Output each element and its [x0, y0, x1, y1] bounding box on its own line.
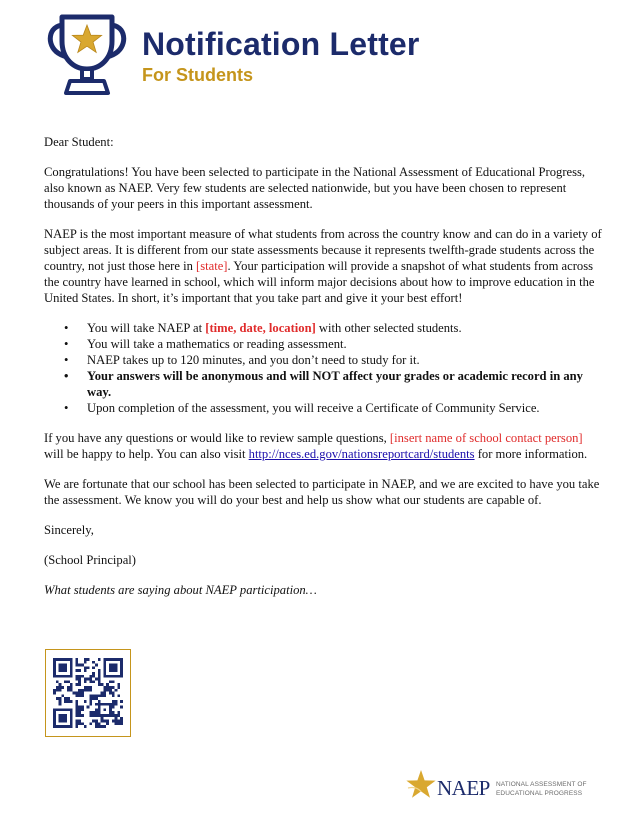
letter-body	[44, 134, 602, 612]
state-placeholder: [state]	[196, 259, 228, 273]
naep-wordmark: NAEP	[437, 776, 490, 800]
text-segment: for more information.	[474, 447, 588, 461]
text-segment: will be happy to help. You can also visit	[44, 447, 249, 461]
students-site-link[interactable]: http://nces.ed.gov/nationsreportcard/students	[248, 447, 475, 461]
quote-caption: What students are saying about NAEP participation…	[44, 583, 317, 597]
paragraph-closing: We are fortunate that our school has been selected to participate in NAEP, and we are excited to have you take the assessment. We know you will do your best and help us show what our students are capable of.	[44, 477, 600, 507]
list-item	[44, 400, 602, 416]
bullet-icon: •	[64, 353, 69, 367]
qr-code[interactable]	[45, 649, 131, 737]
bullet-icon: •	[64, 321, 69, 335]
list-item-text: You will take a mathematics or reading assessment.	[87, 337, 347, 351]
text-segment: with other selected students.	[315, 321, 462, 335]
page-subtitle: For Students	[142, 65, 253, 85]
star-logo-icon	[404, 768, 438, 802]
paragraph-congratulations: Congratulations! You have been selected to participate in the National Assessment of Educational Progress, also known as NAEP. Very few students are selected nationwide, but you have been chosen to represent thousands of your peers in this important assessment.	[44, 165, 586, 211]
signature: (School Principal)	[44, 553, 136, 567]
trophy-icon	[44, 11, 130, 99]
letter-header	[0, 0, 632, 110]
text-segment: NAEP is the most important measure of what students from across the country know and can do in a variety of subject areas. It is different from our state assessments because it represents twelfth-grade students across the country, not just those here in	[44, 227, 602, 273]
naep-logo-line2: EDUCATIONAL PROGRESS	[496, 790, 583, 797]
list-item	[44, 320, 602, 336]
naep-logo-line1: NATIONAL ASSESSMENT OF	[496, 781, 587, 788]
text-segment: You will take NAEP at	[87, 321, 206, 335]
contact-person-placeholder: [insert name of school contact person]	[389, 431, 583, 445]
salutation: Dear Student:	[44, 135, 114, 149]
list-item-text: Your answers will be anonymous and will NOT affect your grades or academic record in any way.	[87, 369, 583, 399]
closing: Sincerely,	[44, 523, 94, 537]
list-item	[44, 336, 602, 352]
details-list	[44, 320, 602, 416]
qr-code-icon	[53, 658, 123, 728]
list-item-text: Upon completion of the assessment, you will receive a Certificate of Community Service.	[87, 401, 540, 415]
naep-logo	[404, 768, 614, 804]
bullet-icon: •	[64, 401, 69, 415]
list-item	[44, 352, 602, 368]
list-item-text: NAEP takes up to 120 minutes, and you don’t need to study for it.	[87, 353, 420, 367]
bullet-icon: •	[64, 337, 69, 351]
text-segment: . Your participation will provide a snapshot of what students from across the country have learned in school, which will inform major decisions about how to improve education in the United States. In short, it’s important that you take part and give it your best effort!	[44, 259, 595, 305]
paragraph-questions	[44, 430, 602, 462]
bullet-icon: •	[64, 369, 69, 383]
paragraph-naep-importance	[44, 226, 602, 306]
text-segment: If you have any questions or would like to review sample questions,	[44, 431, 390, 445]
page-title: Notification Letter	[142, 26, 420, 62]
list-item	[44, 368, 602, 400]
time-date-location-placeholder: [time, date, location]	[205, 321, 316, 335]
